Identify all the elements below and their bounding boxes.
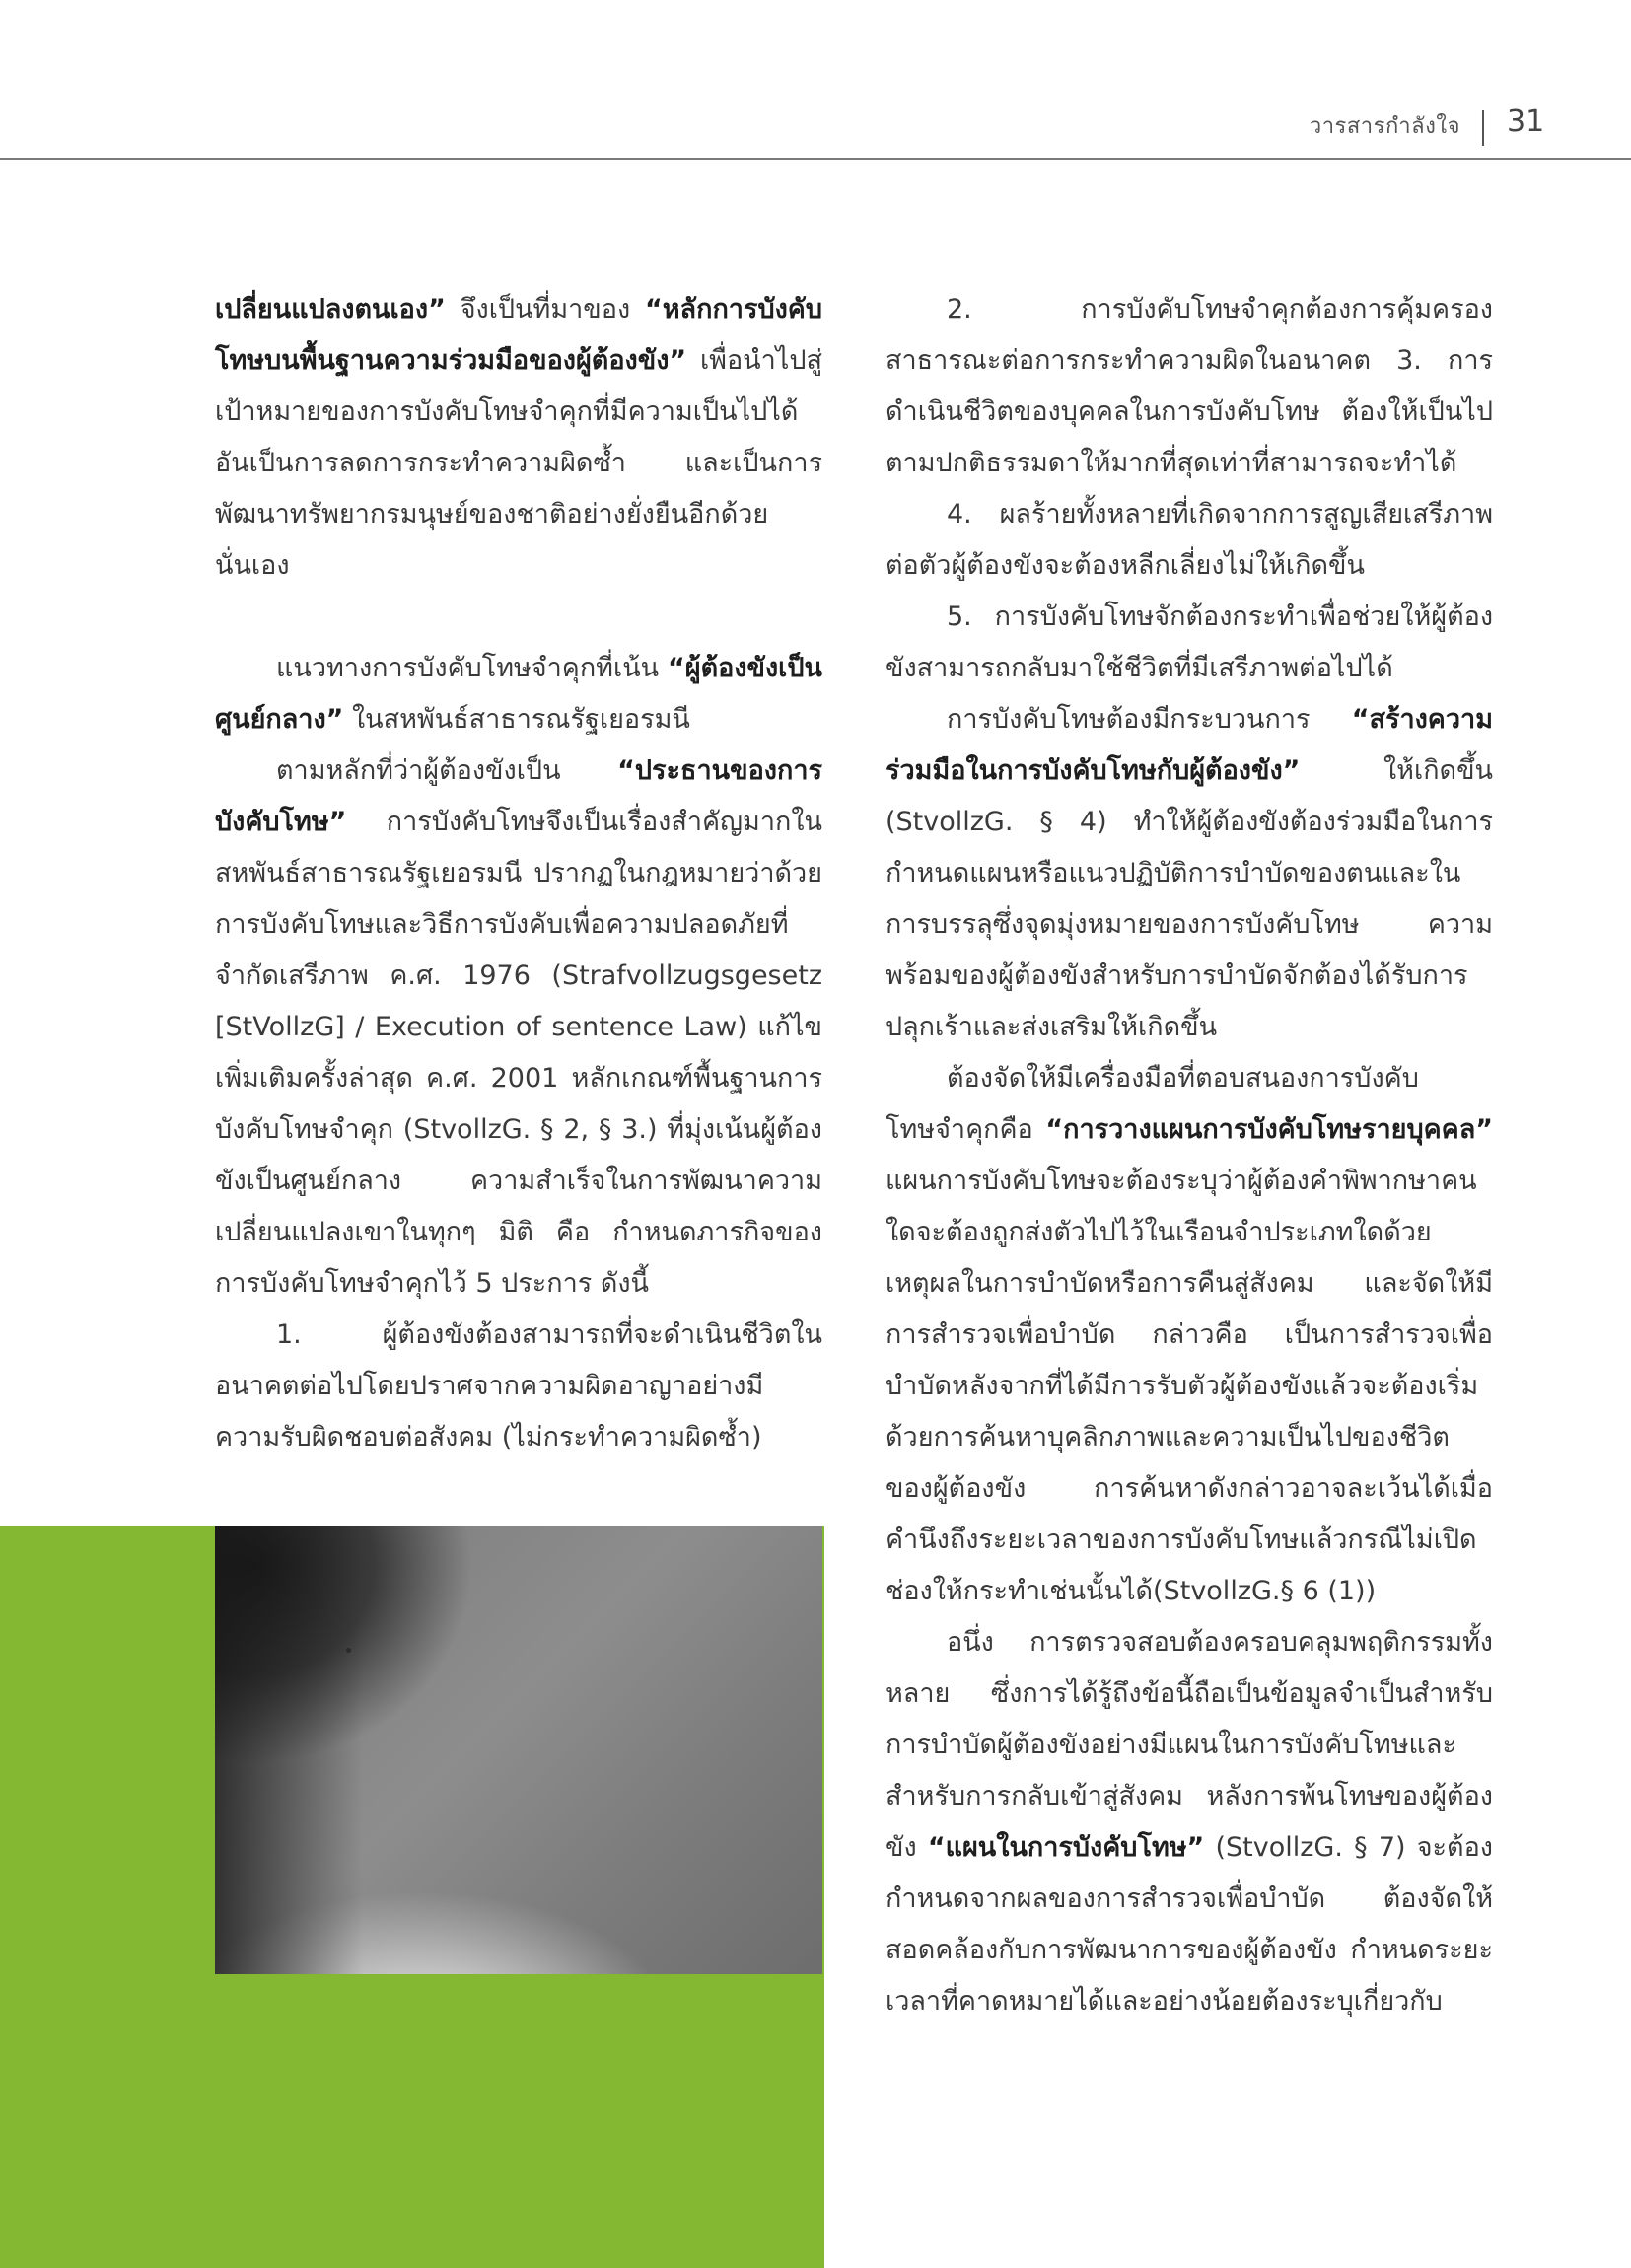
bold-phrase: “แผนในการบังคับโทษ” <box>927 1832 1205 1863</box>
bold-phrase: “การวางแผนการบังคับโทษรายบุคคล” <box>1045 1114 1493 1145</box>
right-column <box>886 284 1493 2027</box>
bold-phrase: “ประธานของการบังคับโทษ” <box>215 755 822 837</box>
right-paragraph-3: 5. การบังคับโทษจักต้องกระทำเพื่อช่วยให้ผู้ต้องขังสามารถกลับมาใช้ชีวิตที่มีเสรีภาพต่อไปได้ <box>886 602 1493 683</box>
text-run: ให้เกิดขึ้น (StvollzG. § 4) ทำให้ผู้ต้องขังต้องร่วมมือในการกำหนดแผนหรือแนวปฏิบัติการบำบัดของตนและในการบรรลุซึ่งจุดมุ่งหมายของการบังคับโทษ ความพร้อมของผู้ต้องขังสำหรับการบำบัดจักต้องได้รับการปลุกเร้าและส่งเสริมให้เกิดขึ้น <box>886 755 1493 1042</box>
text-run: การบังคับโทษจึงเป็นเรื่องสำคัญมากในสหพันธ์สาธารณรัฐเยอรมนี ปรากฏในกฎหมายว่าด้วยการบังคับโทษและวิธีการบังคับเพื่อความปลอดภัยที่จำกัดเสรีภาพ ค.ศ. 1976 (Strafvollzugsgesetz [StVollzG] / Execution of sentence Law) แก้ไขเพิ่มเติมครั้งล่าสุด ค.ศ. 2001 หลักเกณฑ์พื้นฐานการบังคับโทษจำคุก (StvollzG. § 2, § 3.) ที่มุ่งเน้นผู้ต้องขังเป็นศูนย์กลาง ความสำเร็จในการพัฒนาความเปลี่ยนแปลงเขาในทุกๆ มิติ คือ กำหนดภารกิจของการบังคับโทษจำคุกไว้ 5 ประการ ดังนี้ <box>215 807 822 1299</box>
text-run: การบังคับโทษต้องมีกระบวนการ <box>947 704 1352 735</box>
photo-icon <box>215 1526 822 1974</box>
text-run: แนวทางการบังคับโทษจำคุกที่เน้น <box>276 653 669 683</box>
left-paragraph-3 <box>215 745 822 1310</box>
text-run: ตามหลักที่ว่าผู้ต้องขังเป็น <box>276 755 618 786</box>
right-paragraph-1: 2. การบังคับโทษจำคุกต้องการคุ้มครองสาธารณะต่อการกระทำความผิดในอนาคต 3. การดำเนินชีวิตของบุคคลในการบังคับโทษ ต้องให้เป็นไปตามปกติธรรมดาให้มากที่สุดเท่าที่สามารถจะทำได้ <box>886 294 1493 478</box>
left-column <box>215 284 822 1463</box>
text-run: ต้องจัดให้มีเครื่องมือที่ตอบสนองการบังคับโทษจำคุกคือ <box>886 1063 1419 1145</box>
bold-phrase: “สร้างความร่วมมือในการบังคับโทษกับผู้ต้องขัง” <box>886 704 1493 786</box>
right-paragraph-4 <box>886 694 1493 1053</box>
text-run: เพื่อนำไปสู่เป้าหมายของการบังคับโทษจำคุกที่มีความเป็นไปได้ อันเป็นการลดการกระทำความผิดซ้ำ และเป็นการพัฒนาทรัพยากรมนุษย์ของชาติอย่างยั่งยืนอีกด้วยนั่นเอง <box>215 345 822 581</box>
page-number: 31 <box>1507 105 1545 139</box>
header-divider <box>1482 110 1484 146</box>
bold-phrase: เปลี่ยนแปลงตนเอง” <box>215 294 446 324</box>
bold-phrase: “หลักการบังคับโทษบนพื้นฐานความร่วมมือของผู้ต้องขัง” <box>215 294 822 376</box>
right-paragraph-6 <box>886 1617 1493 2027</box>
text-run: (StvollzG. § 7) จะต้องกำหนดจากผลของการสำรวจเพื่อบำบัด ต้องจัดให้สอดคล้องกับการพัฒนาการของผู้ต้องขัง กำหนดระยะเวลาที่คาดหมายได้และอย่างน้อยต้องระบุเกี่ยวกับ <box>886 1832 1493 2017</box>
right-paragraph-5 <box>886 1053 1493 1617</box>
bold-phrase: “ผู้ต้องขังเป็นศูนย์กลาง” <box>215 653 822 735</box>
header-rule <box>0 158 1631 160</box>
text-run: ในสหพันธ์สาธารณรัฐเยอรมนี <box>343 704 690 735</box>
photo-detail <box>346 1648 351 1653</box>
photo-shadow <box>215 1526 363 1974</box>
right-paragraph-2: 4. ผลร้ายทั้งหลายที่เกิดจากการสูญเสียเสรีภาพต่อตัวผู้ต้องขังจะต้องหลีกเลี่ยงไม่ให้เกิดขึ้น <box>886 499 1493 581</box>
text-run: อนึ่ง การตรวจสอบต้องครอบคลุมพฤติกรรมทั้งหลาย ซึ่งการได้รู้ถึงข้อนี้ถือเป็นข้อมูลจำเป็นสำหรับการบำบัดผู้ต้องขังอย่างมีแผนในการบังคับโทษและสำหรับการกลับเข้าสู่สังคม หลังการพ้นโทษของผู้ต้องขัง <box>886 1627 1493 1863</box>
left-paragraph-4: 1. ผู้ต้องขังต้องสามารถที่จะดำเนินชีวิตในอนาคตต่อไปโดยปราศจากความผิดอาญาอย่างมีความรับผิดชอบต่อสังคม (ไม่กระทำความผิดซ้ำ) <box>215 1319 822 1453</box>
left-paragraph-2 <box>215 643 822 745</box>
journal-title: วารสารกำลังใจ <box>1309 114 1460 139</box>
text-run: จึงเป็นที่มาของ <box>445 294 646 324</box>
text-run: แผนการบังคับโทษจะต้องระบุว่าผู้ต้องคำพิพากษาคนใดจะต้องถูกส่งตัวไปไว้ในเรือนจำประเภทใดด้วยเหตุผลในการบำบัดหรือการคืนสู่สังคม และจัดให้มีการสำรวจเพื่อบำบัด กล่าวคือ เป็นการสำรวจเพื่อบำบัดหลังจากที่ได้มีการรับตัวผู้ต้องขังแล้วจะต้องเริ่มด้วยการค้นหาบุคลิกภาพและความเป็นไปของชีวิตของผู้ต้องขัง การค้นหาดังกล่าวอาจละเว้นได้เมื่อคำนึงถึงระยะเวลาของการบังคับโทษแล้วกรณีไม่เปิดช่องให้กระทำเช่นนั้นได้(StvollzG.§ 6 (1)) <box>886 1166 1493 1606</box>
left-paragraph-1 <box>215 284 822 592</box>
